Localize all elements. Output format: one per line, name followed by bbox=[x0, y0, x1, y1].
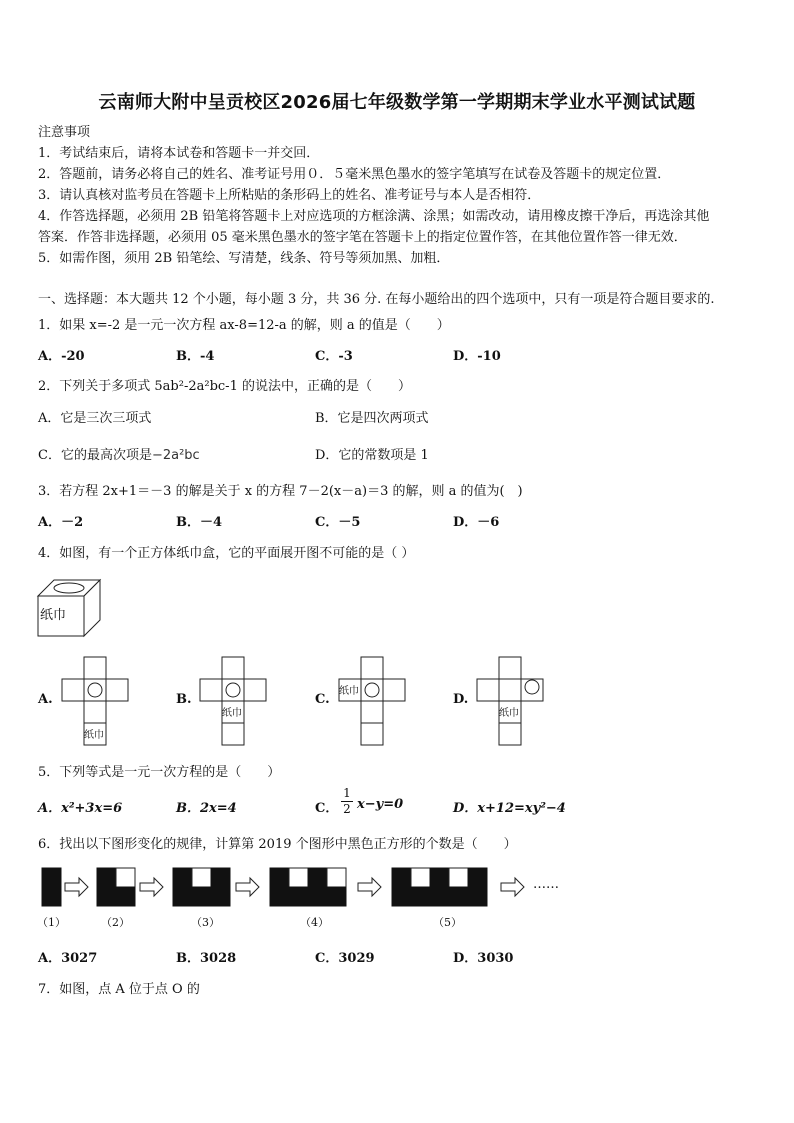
question-5-option-a: A．x²+3x=6 bbox=[38, 801, 123, 816]
question-1-option-a: A．-20 bbox=[38, 349, 85, 364]
question-5-option-b: B．2x=4 bbox=[176, 801, 237, 816]
question-5-option-c bbox=[315, 797, 338, 816]
net-a-text: 纸巾 bbox=[84, 730, 104, 741]
question-1-option-b: B．-4 bbox=[176, 349, 215, 364]
notice-item-5: 5．如需作图，须用 2B 铅笔绘、写清楚，线条、符号等须加黑、加粗． bbox=[38, 251, 450, 266]
question-1-option-d: D．-10 bbox=[453, 349, 501, 364]
pattern-ellipsis: …… bbox=[533, 877, 559, 892]
pattern-label-3: （3） bbox=[191, 916, 220, 929]
notice-item-1: 1．考试结束后，请将本试卷和答题卡一并交回． bbox=[38, 146, 320, 161]
question-1-stem: 1．如果 x=-2 是一元一次方程 ax-8=12-a 的解，则 a 的值是（ ） bbox=[38, 318, 450, 333]
pattern-label-2: （2） bbox=[101, 916, 130, 929]
net-d-text: 纸巾 bbox=[499, 708, 519, 719]
net-d-label: D. bbox=[453, 692, 469, 707]
question-5-option-d: D．x+12=xy²−4 bbox=[453, 801, 566, 816]
question-3-option-a: A．－2 bbox=[38, 515, 84, 530]
pattern-label-5: （5） bbox=[433, 916, 462, 929]
pattern-figure bbox=[40, 866, 570, 910]
net-b-label: B. bbox=[176, 692, 192, 707]
question-4-stem: 4．如图，有一个正方体纸巾盒，它的平面展开图不可能的是（ ） bbox=[38, 546, 415, 561]
question-3-stem: 3．若方程 2x+1＝－3 的解是关于 x 的方程 7－2(x－a)＝3 的解，则 a 的值为( ) bbox=[38, 484, 523, 499]
question-6-option-b: B．3028 bbox=[176, 951, 237, 966]
question-5-option-c-label: C． bbox=[315, 801, 339, 816]
tissue-box-label: 纸巾 bbox=[40, 608, 67, 623]
question-2-option-b: B．它是四次两项式 bbox=[315, 411, 429, 426]
question-6-option-a: A．3027 bbox=[38, 951, 98, 966]
question-3-option-c: C．－5 bbox=[315, 515, 361, 530]
notice-item-4: 4．作答选择题，必须用 2B 铅笔将答题卡上对应选项的方框涂满、涂黑；如需改动，请用橡皮擦干净后，再选涂其他 bbox=[38, 209, 710, 224]
question-6-option-d: D．3030 bbox=[453, 951, 514, 966]
notice-heading: 注意事项 bbox=[38, 125, 91, 140]
question-2-option-c-expr: −2a²bc bbox=[151, 448, 200, 463]
question-5-frac bbox=[341, 786, 353, 817]
page-title: 云南师大附中呈贡校区2026届七年级数学第一学期期末学业水平测试试题 bbox=[98, 92, 696, 113]
pattern-label-1: （1） bbox=[37, 916, 66, 929]
net-c-figure bbox=[339, 657, 409, 745]
question-3-option-d: D．－6 bbox=[453, 515, 500, 530]
question-7-stem: 7．如图，点 A 位于点 O 的 bbox=[38, 982, 200, 997]
notice-item-2: 2．答题前，请务必将自己的姓名、准考证号用０．５毫米黑色墨水的签字笔填写在试卷及答题卡的规定位置． bbox=[38, 167, 671, 182]
pattern-label-4: （4） bbox=[300, 916, 329, 929]
question-2-stem: 2．下列关于多项式 5ab²-2a²bc-1 的说法中，正确的是（ ） bbox=[38, 379, 411, 394]
net-a-label: A. bbox=[38, 692, 53, 707]
question-5-option-c-rest: x−y=0 bbox=[357, 797, 404, 812]
question-1-option-c: C．-3 bbox=[315, 349, 353, 364]
section-heading: 一、选择题：本大题共 12 个小题，每小题 3 分，共 36 分. 在每小题给出的四个选项中，只有一项是符合题目要求的. bbox=[38, 292, 715, 307]
question-2-option-d: D．它的常数项是 1 bbox=[315, 448, 429, 463]
net-c-label: C. bbox=[315, 692, 330, 707]
question-2-option-c bbox=[38, 444, 200, 463]
question-5-frac-num: 1 bbox=[343, 786, 351, 800]
notice-item-4-cont: 答案．作答非选择题，必须用 05 毫米黑色墨水的签字笔在答题卡上的指定位置作答，在其他位置作答一律无效． bbox=[38, 230, 687, 245]
question-3-option-b: B．－4 bbox=[176, 515, 223, 530]
net-b-figure bbox=[200, 657, 270, 745]
question-2-option-c-label: C．它的最高次项是 bbox=[38, 448, 152, 463]
question-6-option-c: C．3029 bbox=[315, 951, 375, 966]
net-c-text: 纸巾 bbox=[339, 686, 359, 697]
net-d-figure bbox=[477, 657, 547, 745]
net-b-text: 纸巾 bbox=[222, 708, 242, 719]
question-5-frac-den: 2 bbox=[343, 802, 351, 816]
question-6-stem: 6．找出以下图形变化的规律，计算第 2019 个图形中黑色正方形的个数是（ ） bbox=[38, 837, 517, 852]
question-5-stem: 5．下列等式是一元一次方程的是（ ） bbox=[38, 765, 281, 780]
notice-item-3: 3．请认真核对监考员在答题卡上所粘贴的条形码上的姓名、准考证号与本人是否相符． bbox=[38, 188, 541, 203]
question-2-option-a: A．它是三次三项式 bbox=[38, 411, 152, 426]
